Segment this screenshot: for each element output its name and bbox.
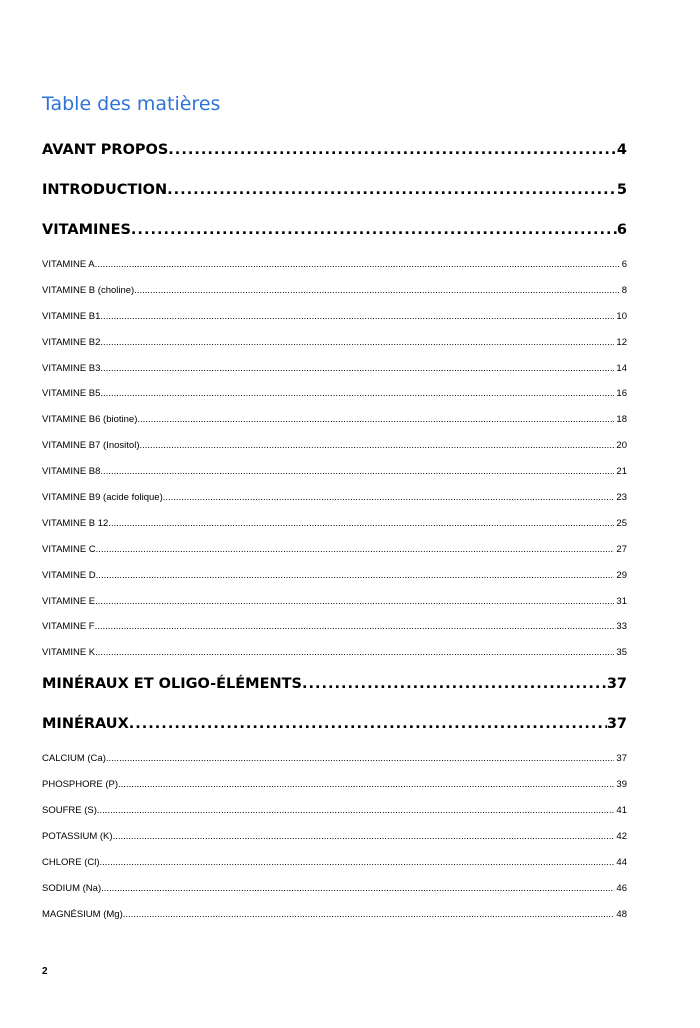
toc-dot-leader	[163, 489, 615, 507]
toc-dot-leader	[140, 437, 615, 455]
toc-entry-label: CHLORE (Cl)	[42, 856, 100, 868]
toc-dot-leader	[100, 334, 614, 352]
toc-dot-leader	[108, 515, 614, 533]
toc-dot-leader	[137, 411, 614, 429]
toc-dot-leader	[95, 256, 620, 274]
toc-entry-label: CALCIUM (Ca)	[42, 753, 106, 765]
toc-dot-leader	[118, 776, 614, 794]
toc-entry-page: 21	[616, 466, 627, 478]
toc-entry-label: AVANT PROPOS	[42, 142, 169, 158]
toc-entry-page: 12	[616, 336, 627, 348]
toc-entry-page: 4	[616, 142, 627, 158]
toc-dot-leader	[123, 906, 615, 924]
toc-entry-label: POTASSIUM (K)	[42, 830, 113, 842]
toc-entry-label: VITAMINE B9 (acide folique)	[42, 492, 163, 504]
toc-dot-leader	[134, 282, 619, 300]
toc-entry-label: PHOSPHORE (P)	[42, 779, 119, 791]
toc-entry-label: VITAMINE F	[42, 621, 95, 633]
toc-dot-leader	[106, 750, 615, 768]
toc-entry-page: 8	[621, 284, 627, 296]
toc-dot-leader	[100, 463, 614, 481]
toc-dot-leader	[95, 644, 614, 662]
toc-entry-label: VITAMINE B6 (biotine)	[42, 414, 138, 426]
toc-entry-label: VITAMINE E	[42, 595, 96, 607]
toc-entry-label: SOUFRE (S)	[42, 805, 97, 817]
toc-dot-leader	[131, 216, 617, 244]
toc-dot-leader	[96, 567, 615, 585]
toc-section-entry[interactable]	[42, 437, 627, 463]
toc-dot-leader	[100, 360, 614, 378]
toc-entry-label: VITAMINE C	[42, 543, 96, 555]
toc-dot-leader	[129, 710, 607, 738]
toc-entry-label: SODIUM (Na)	[42, 882, 102, 894]
toc-dot-leader	[100, 854, 615, 872]
toc-section-entry[interactable]	[42, 334, 627, 360]
toc-section-entry[interactable]	[42, 593, 627, 619]
toc-title: Table des matières	[42, 93, 221, 115]
toc-entry-page: 10	[616, 310, 627, 322]
toc-entry-page: 29	[616, 569, 627, 581]
toc-entry-page: 6	[621, 259, 627, 270]
toc-entry-label: VITAMINE B1	[42, 310, 101, 322]
toc-entry-label: VITAMINE B8	[42, 466, 101, 478]
toc-entry-page: 37	[606, 676, 627, 693]
toc-entry-page: 6	[616, 222, 627, 238]
toc-entry-label: MINÉRAUX ET OLIGO-ÉLÉMENTS	[42, 676, 302, 693]
toc-list	[42, 136, 627, 931]
toc-section-entry[interactable]	[42, 463, 627, 489]
toc-section-entry[interactable]	[42, 618, 627, 644]
toc-section-entry[interactable]	[42, 360, 627, 386]
toc-dot-leader	[302, 670, 607, 698]
toc-dot-leader	[96, 541, 615, 559]
toc-section-entry[interactable]	[42, 567, 627, 593]
toc-entry-page: 46	[616, 882, 627, 894]
toc-entry-label: VITAMINE B 12	[42, 517, 109, 529]
toc-section-entry[interactable]	[42, 802, 627, 828]
toc-dot-leader	[95, 593, 614, 611]
toc-section-entry[interactable]	[42, 256, 627, 282]
toc-section-entry[interactable]	[42, 489, 627, 515]
toc-section-entry[interactable]	[42, 828, 627, 854]
toc-section-entry[interactable]	[42, 906, 627, 932]
toc-section-entry[interactable]	[42, 282, 627, 308]
toc-entry-page: 20	[616, 440, 627, 452]
toc-entry-page: 16	[616, 388, 627, 400]
toc-section-entry[interactable]	[42, 308, 627, 334]
toc-entry-label: INTRODUCTION	[42, 182, 168, 198]
toc-entry-page: 23	[616, 492, 627, 504]
toc-section-entry[interactable]	[42, 854, 627, 880]
page-number: 2	[42, 966, 48, 977]
toc-dot-leader	[97, 802, 615, 820]
toc-entry-page: 39	[616, 779, 627, 791]
toc-dot-leader	[100, 308, 614, 326]
toc-entry-label: VITAMINE B3	[42, 362, 101, 374]
toc-dot-leader	[95, 618, 615, 636]
toc-entry-page: 37	[606, 716, 627, 733]
toc-entry-label: VITAMINE K	[42, 647, 96, 659]
toc-entry-page: 44	[616, 856, 627, 868]
toc-entry-label: VITAMINE B2	[42, 336, 101, 348]
toc-entry-page: 31	[616, 595, 627, 607]
toc-dot-leader	[101, 880, 614, 898]
toc-entry-label: VITAMINE B7 (Inositol)	[42, 440, 140, 452]
toc-entry-page: 41	[616, 805, 627, 817]
toc-chapter-entry[interactable]	[42, 176, 627, 216]
toc-section-entry[interactable]	[42, 411, 627, 437]
toc-section-entry[interactable]	[42, 776, 627, 802]
toc-dot-leader	[100, 385, 614, 403]
toc-dot-leader	[113, 828, 615, 846]
toc-entry-label: VITAMINE B5	[42, 388, 101, 400]
toc-section-entry[interactable]	[42, 880, 627, 906]
toc-entry-label: VITAMINES	[42, 222, 131, 238]
toc-section-entry[interactable]	[42, 385, 627, 411]
toc-entry-page: 5	[616, 182, 627, 198]
toc-entry-page: 14	[616, 362, 627, 374]
toc-entry-page: 48	[616, 908, 627, 920]
toc-entry-page: 27	[616, 543, 627, 555]
toc-section-entry[interactable]	[42, 515, 627, 541]
toc-dot-leader	[168, 136, 617, 164]
toc-chapter-entry[interactable]	[42, 710, 627, 750]
toc-entry-label: VITAMINE A	[42, 259, 95, 270]
toc-entry-label: VITAMINE D	[42, 569, 96, 581]
toc-chapter-entry[interactable]	[42, 136, 627, 176]
toc-entry-label: MAGNÉSIUM (Mg)	[42, 908, 123, 920]
toc-section-entry[interactable]	[42, 644, 627, 670]
toc-entry-page: 35	[616, 647, 627, 659]
toc-entry-page: 42	[616, 830, 627, 842]
toc-section-entry[interactable]	[42, 541, 627, 567]
toc-dot-leader	[167, 176, 617, 204]
toc-entry-label: VITAMINE B (choline)	[42, 284, 135, 296]
toc-entry-page: 25	[616, 517, 627, 529]
toc-entry-page: 18	[616, 414, 627, 426]
toc-entry-label: MINÉRAUX	[42, 716, 129, 733]
toc-section-entry[interactable]	[42, 750, 627, 776]
toc-chapter-entry[interactable]	[42, 670, 627, 710]
toc-entry-page: 37	[616, 753, 627, 765]
toc-entry-page: 33	[616, 621, 627, 633]
toc-chapter-entry[interactable]	[42, 216, 627, 256]
